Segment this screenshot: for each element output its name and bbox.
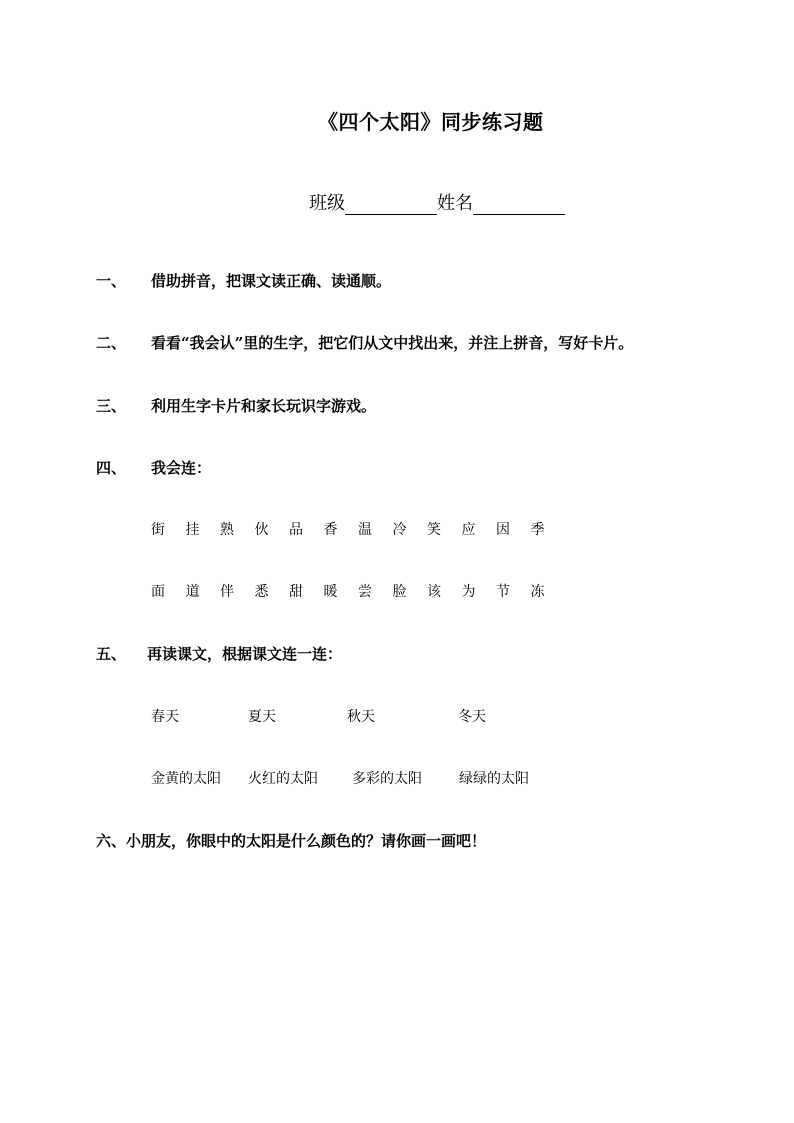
question-2-number: 二、 bbox=[96, 334, 127, 352]
worksheet-title: 《四个太阳》同步练习题 bbox=[318, 110, 544, 134]
class-label: 班级 bbox=[309, 193, 345, 214]
question-6-text: 六、小朋友，你眼中的太阳是什么颜色的？请你画一画吧！ bbox=[96, 832, 487, 850]
q4-char[interactable]: 香 bbox=[323, 522, 338, 538]
q4-char[interactable]: 面 bbox=[151, 584, 165, 600]
name-blank[interactable] bbox=[473, 196, 565, 215]
class-name-line bbox=[309, 189, 565, 215]
question-3-number: 三、 bbox=[96, 397, 127, 415]
question-1-number: 一、 bbox=[96, 272, 127, 290]
question-5-number: 五、 bbox=[96, 645, 127, 663]
season-spring[interactable]: 春天 bbox=[151, 709, 179, 725]
q4-char[interactable]: 笑 bbox=[427, 522, 441, 538]
q4-char[interactable]: 温 bbox=[358, 522, 372, 538]
sun-red[interactable]: 火红的太阳 bbox=[248, 771, 318, 787]
q4-char[interactable]: 应 bbox=[461, 522, 476, 538]
question-3-text: 利用生字卡片和家长玩识字游戏。 bbox=[151, 397, 377, 415]
q4-char[interactable]: 悉 bbox=[254, 584, 269, 600]
q4-char[interactable]: 道 bbox=[185, 584, 200, 600]
question-2-text: 看看“我会认”里的生字，把它们从文中找出来，并注上拼音，写好卡片。 bbox=[151, 334, 634, 352]
sun-green[interactable]: 绿绿的太阳 bbox=[459, 771, 529, 787]
q4-char[interactable]: 暖 bbox=[323, 584, 338, 600]
drawing-area[interactable] bbox=[96, 870, 696, 1090]
q4-char[interactable]: 因 bbox=[496, 522, 510, 538]
class-blank[interactable] bbox=[345, 196, 437, 215]
q4-char[interactable]: 品 bbox=[289, 522, 303, 538]
q4-char[interactable]: 街 bbox=[151, 522, 165, 538]
q4-char[interactable]: 甜 bbox=[289, 584, 303, 600]
q4-row-2 bbox=[151, 581, 565, 601]
q4-char[interactable]: 冷 bbox=[392, 522, 407, 538]
q4-char[interactable]: 挂 bbox=[185, 522, 200, 538]
q4-row-1 bbox=[151, 519, 565, 539]
q4-char[interactable]: 节 bbox=[496, 584, 510, 600]
q4-char[interactable]: 季 bbox=[530, 522, 545, 538]
q4-char[interactable]: 脸 bbox=[392, 584, 407, 600]
sun-golden[interactable]: 金黄的太阳 bbox=[151, 771, 221, 787]
season-winter[interactable]: 冬天 bbox=[458, 709, 486, 725]
q4-char[interactable]: 伙 bbox=[254, 522, 269, 538]
question-4-number: 四、 bbox=[96, 459, 127, 477]
q4-char[interactable]: 熟 bbox=[220, 522, 234, 538]
sun-colorful[interactable]: 多彩的太阳 bbox=[352, 771, 422, 787]
q4-char[interactable]: 尝 bbox=[358, 584, 372, 600]
question-4-text: 我会连： bbox=[151, 459, 212, 477]
question-5-text: 再读课文，根据课文连一连： bbox=[147, 645, 343, 663]
name-label: 姓名 bbox=[437, 193, 473, 214]
season-autumn[interactable]: 秋天 bbox=[347, 709, 375, 725]
q4-char[interactable]: 冻 bbox=[530, 584, 545, 600]
question-1-text: 借助拼音，把课文读正确、读通顺。 bbox=[151, 272, 392, 290]
q4-char[interactable]: 伴 bbox=[220, 584, 234, 600]
season-summer[interactable]: 夏天 bbox=[248, 709, 276, 725]
q4-char[interactable]: 为 bbox=[461, 584, 476, 600]
q4-char[interactable]: 该 bbox=[427, 584, 441, 600]
